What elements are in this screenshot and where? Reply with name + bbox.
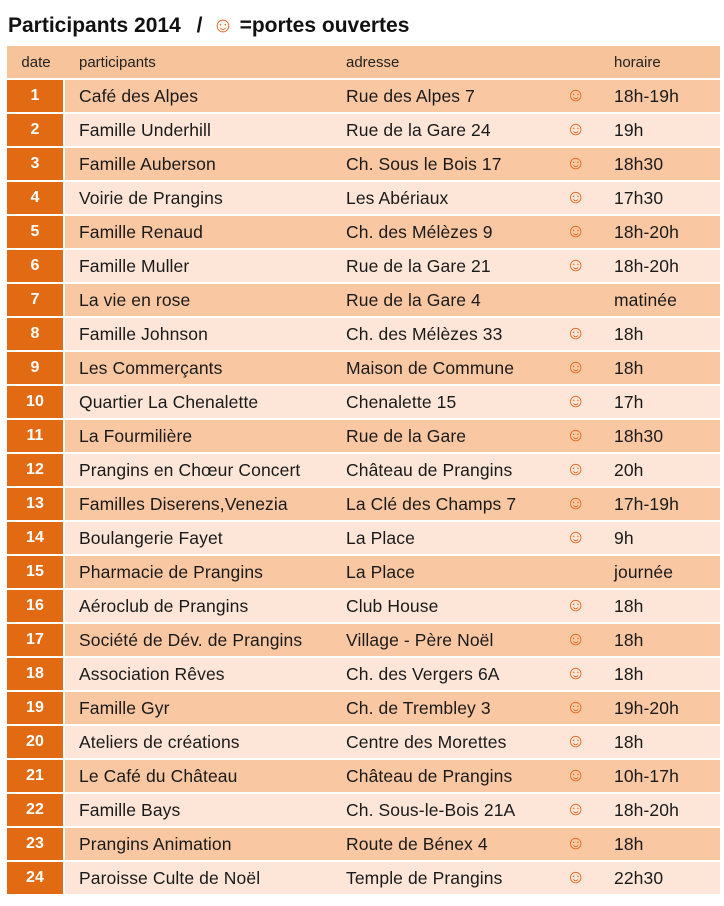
smiley-icon: ☺ — [550, 624, 600, 658]
participant-cell: Prangins en Chœur Concert — [65, 454, 332, 488]
table-header-row — [7, 46, 720, 80]
table-row — [7, 862, 720, 896]
table-row — [7, 794, 720, 828]
table-row — [7, 216, 720, 250]
participant-cell: Famille Gyr — [65, 692, 332, 726]
time-cell: 10h-17h — [600, 760, 720, 794]
time-cell: 18h — [600, 318, 720, 352]
participant-cell: La vie en rose — [65, 284, 332, 318]
time-cell: 18h — [600, 658, 720, 692]
table-row — [7, 828, 720, 862]
date-cell: 8 — [7, 318, 65, 352]
title-separator: / — [196, 14, 203, 37]
participant-cell: Société de Dév. de Prangins — [65, 624, 332, 658]
participant-cell: Les Commerçants — [65, 352, 332, 386]
date-cell: 15 — [7, 556, 65, 590]
time-cell: journée — [600, 556, 720, 590]
address-cell: Les Abériaux — [332, 182, 550, 216]
address-cell: Ch. Sous le Bois 17 — [332, 148, 550, 182]
smiley-icon: ☺ — [550, 692, 600, 726]
smiley-icon — [550, 556, 600, 590]
date-cell: 3 — [7, 148, 65, 182]
address-cell: Rue de la Gare 24 — [332, 114, 550, 148]
smiley-icon: ☺ — [550, 318, 600, 352]
address-cell: Maison de Commune — [332, 352, 550, 386]
time-cell: 17h-19h — [600, 488, 720, 522]
page-title — [8, 10, 409, 42]
table-row — [7, 148, 720, 182]
time-cell: 20h — [600, 454, 720, 488]
participants-table — [7, 46, 720, 896]
table-row — [7, 624, 720, 658]
participant-cell: La Fourmilière — [65, 420, 332, 454]
smiley-icon — [550, 284, 600, 318]
time-cell: 17h30 — [600, 182, 720, 216]
participant-cell: Aéroclub de Prangins — [65, 590, 332, 624]
participant-cell: Famille Renaud — [65, 216, 332, 250]
participant-cell: Voirie de Prangins — [65, 182, 332, 216]
participant-cell: Famille Muller — [65, 250, 332, 284]
smiley-icon: ☺ — [550, 488, 600, 522]
participant-cell: Famille Auberson — [65, 148, 332, 182]
time-cell: 18h — [600, 828, 720, 862]
smiley-icon: ☺ — [550, 114, 600, 148]
date-cell: 21 — [7, 760, 65, 794]
address-cell: Temple de Prangins — [332, 862, 550, 896]
date-cell: 6 — [7, 250, 65, 284]
smiley-icon: ☺ — [550, 760, 600, 794]
smiley-icon: ☺ — [550, 794, 600, 828]
participant-cell: Prangins Animation — [65, 828, 332, 862]
table-row — [7, 692, 720, 726]
date-cell: 4 — [7, 182, 65, 216]
table-row — [7, 420, 720, 454]
date-cell: 22 — [7, 794, 65, 828]
address-cell: Ch. des Mélèzes 33 — [332, 318, 550, 352]
address-cell: Centre des Morettes — [332, 726, 550, 760]
time-cell: 18h-20h — [600, 794, 720, 828]
smiley-icon: ☺ — [550, 590, 600, 624]
address-cell: Route de Bénex 4 — [332, 828, 550, 862]
date-cell: 16 — [7, 590, 65, 624]
table-row — [7, 488, 720, 522]
time-cell: 19h — [600, 114, 720, 148]
smiley-icon: ☺ — [550, 420, 600, 454]
time-cell: 22h30 — [600, 862, 720, 896]
date-cell: 23 — [7, 828, 65, 862]
smiley-icon: ☺ — [550, 216, 600, 250]
participant-cell: Famille Underhill — [65, 114, 332, 148]
time-cell: 19h-20h — [600, 692, 720, 726]
address-cell: Ch. des Mélèzes 9 — [332, 216, 550, 250]
header-horaire: horaire — [600, 46, 720, 80]
smiley-icon: ☺ — [550, 250, 600, 284]
header-adresse: adresse — [332, 46, 550, 80]
address-cell: La Clé des Champs 7 — [332, 488, 550, 522]
header-participants: participants — [65, 46, 332, 80]
table-row — [7, 80, 720, 114]
table-row — [7, 522, 720, 556]
table-row — [7, 386, 720, 420]
time-cell: 9h — [600, 522, 720, 556]
address-cell: La Place — [332, 556, 550, 590]
date-cell: 19 — [7, 692, 65, 726]
smiley-icon: ☺ — [550, 828, 600, 862]
title-legend: =portes ouvertes — [239, 14, 410, 37]
table-row — [7, 182, 720, 216]
address-cell: Ch. Sous-le-Bois 21A — [332, 794, 550, 828]
address-cell: Ch. de Trembley 3 — [332, 692, 550, 726]
date-cell: 1 — [7, 80, 65, 114]
smiley-icon: ☺ — [550, 862, 600, 896]
date-cell: 20 — [7, 726, 65, 760]
address-cell: Village - Père Noël — [332, 624, 550, 658]
address-cell: Ch. des Vergers 6A — [332, 658, 550, 692]
smiley-icon: ☺ — [550, 80, 600, 114]
participant-cell: Famille Johnson — [65, 318, 332, 352]
time-cell: 18h-20h — [600, 250, 720, 284]
table-row — [7, 352, 720, 386]
smiley-icon: ☺ — [550, 352, 600, 386]
date-cell: 10 — [7, 386, 65, 420]
date-cell: 24 — [7, 862, 65, 896]
table-row — [7, 556, 720, 590]
table-row — [7, 590, 720, 624]
smiley-icon: ☺ — [212, 14, 234, 37]
table-row — [7, 318, 720, 352]
date-cell: 9 — [7, 352, 65, 386]
date-cell: 2 — [7, 114, 65, 148]
date-cell: 18 — [7, 658, 65, 692]
address-cell: Château de Prangins — [332, 760, 550, 794]
date-cell: 5 — [7, 216, 65, 250]
table-row — [7, 114, 720, 148]
table-row — [7, 726, 720, 760]
header-icon — [550, 46, 600, 80]
address-cell: Chenalette 15 — [332, 386, 550, 420]
smiley-icon: ☺ — [550, 726, 600, 760]
date-cell: 14 — [7, 522, 65, 556]
smiley-icon: ☺ — [550, 182, 600, 216]
participant-cell: Café des Alpes — [65, 80, 332, 114]
smiley-icon: ☺ — [550, 454, 600, 488]
smiley-icon: ☺ — [550, 386, 600, 420]
time-cell: 18h30 — [600, 420, 720, 454]
smiley-icon: ☺ — [550, 148, 600, 182]
table-row — [7, 454, 720, 488]
time-cell: 18h-19h — [600, 80, 720, 114]
time-cell: 18h30 — [600, 148, 720, 182]
header-date: date — [7, 46, 65, 80]
address-cell: Club House — [332, 590, 550, 624]
date-cell: 12 — [7, 454, 65, 488]
participant-cell: Le Café du Château — [65, 760, 332, 794]
participant-cell: Pharmacie de Prangins — [65, 556, 332, 590]
participant-cell: Quartier La Chenalette — [65, 386, 332, 420]
date-cell: 17 — [7, 624, 65, 658]
table-row — [7, 760, 720, 794]
time-cell: 18h — [600, 726, 720, 760]
time-cell: 18h — [600, 590, 720, 624]
address-cell: Château de Prangins — [332, 454, 550, 488]
date-cell: 13 — [7, 488, 65, 522]
participant-cell: Familles Diserens,Venezia — [65, 488, 332, 522]
time-cell: 17h — [600, 386, 720, 420]
participant-cell: Paroisse Culte de Noël — [65, 862, 332, 896]
participant-cell: Boulangerie Fayet — [65, 522, 332, 556]
table-row — [7, 658, 720, 692]
date-cell: 7 — [7, 284, 65, 318]
title-text: Participants 2014 — [8, 14, 181, 37]
address-cell: Rue de la Gare 21 — [332, 250, 550, 284]
table-row — [7, 284, 720, 318]
address-cell: Rue des Alpes 7 — [332, 80, 550, 114]
table-row — [7, 250, 720, 284]
smiley-icon: ☺ — [550, 522, 600, 556]
time-cell: 18h — [600, 624, 720, 658]
participant-cell: Famille Bays — [65, 794, 332, 828]
participant-cell: Ateliers de créations — [65, 726, 332, 760]
time-cell: 18h-20h — [600, 216, 720, 250]
time-cell: matinée — [600, 284, 720, 318]
smiley-icon: ☺ — [550, 658, 600, 692]
address-cell: Rue de la Gare 4 — [332, 284, 550, 318]
time-cell: 18h — [600, 352, 720, 386]
participant-cell: Association Rêves — [65, 658, 332, 692]
address-cell: La Place — [332, 522, 550, 556]
address-cell: Rue de la Gare — [332, 420, 550, 454]
date-cell: 11 — [7, 420, 65, 454]
